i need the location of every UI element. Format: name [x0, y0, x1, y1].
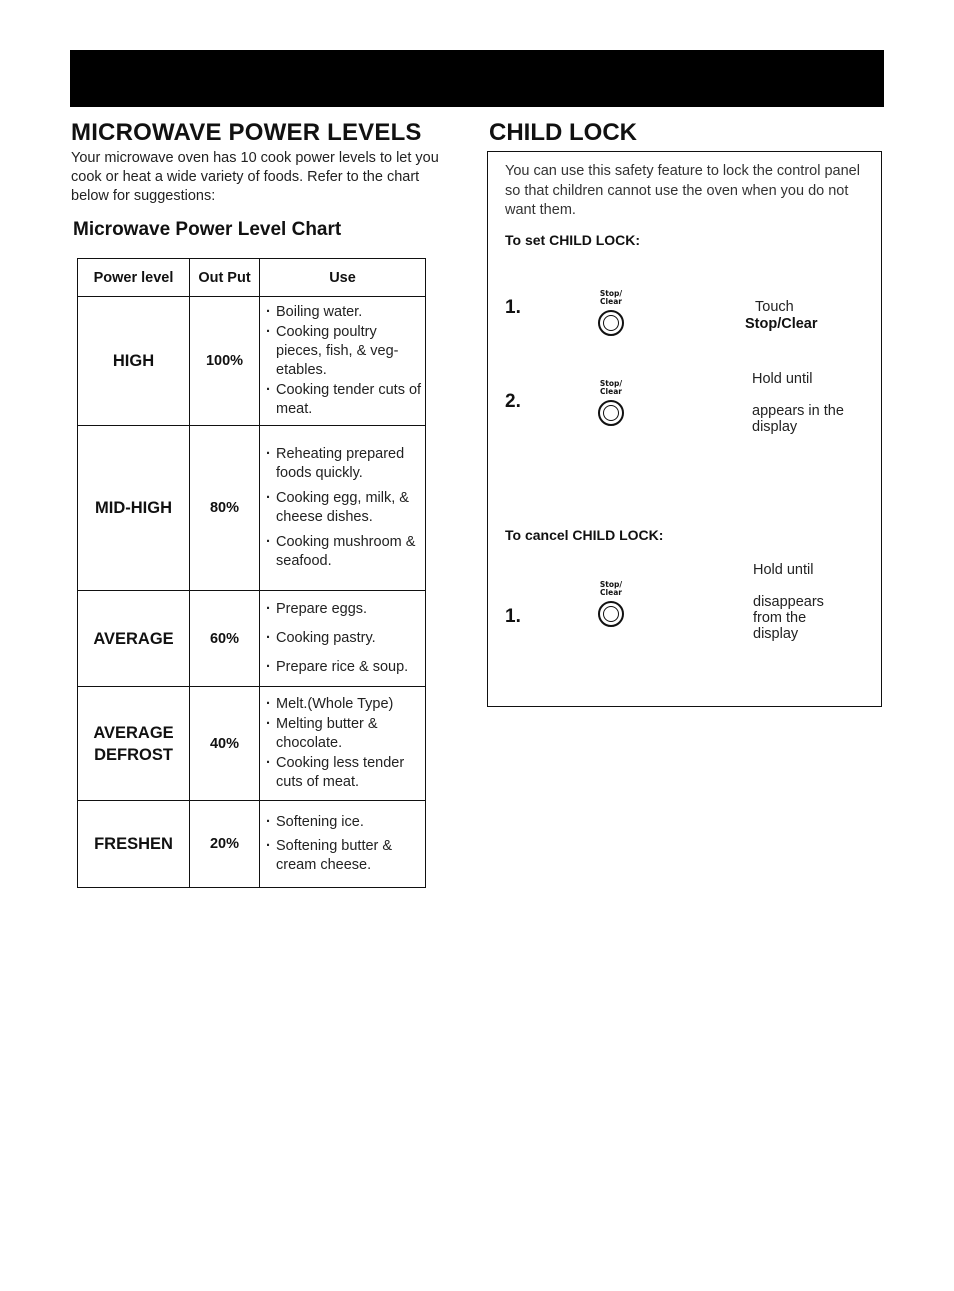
key-label: Stop/ Clear — [599, 289, 623, 306]
table-row — [78, 801, 426, 888]
step-instruction: Hold until — [752, 371, 813, 387]
list-item: · Melting butter & chocolate. — [266, 715, 422, 753]
column-header: Power level — [78, 259, 190, 297]
stop-clear-button-icon — [598, 400, 624, 426]
chart-title: Microwave Power Level Chart — [73, 219, 342, 240]
use-cell — [260, 297, 426, 426]
stop-clear-button-icon — [598, 601, 624, 627]
step-instruction: Hold until — [753, 562, 814, 578]
list-item: · Melt.(Whole Type) — [266, 695, 422, 714]
list-item: · Cooking mushroom & seafood. — [266, 533, 422, 571]
cancel-child-lock-heading: To cancel CHILD LOCK: — [505, 527, 664, 543]
power-level-table — [77, 258, 426, 888]
list-item: · Cooking poultry pieces, fish, & veg- etables. — [266, 323, 422, 380]
step-instruction-detail: disappears from the display — [753, 594, 824, 642]
power-level-cell: HIGH — [78, 297, 190, 426]
power-levels-title: MICROWAVE POWER LEVELS — [71, 119, 422, 146]
power-level-cell: FRESHEN — [78, 801, 190, 888]
column-header: Use — [260, 259, 426, 297]
output-cell: 20% — [190, 801, 260, 888]
table-row — [78, 426, 426, 591]
power-level-cell: AVERAGE — [78, 591, 190, 687]
use-cell — [260, 801, 426, 888]
key-label: Stop/ Clear — [599, 379, 623, 396]
list-item: · Softening butter & cream cheese. — [266, 837, 422, 875]
list-item: · Cooking tender cuts of meat. — [266, 381, 422, 419]
list-item: · Cooking egg, milk, & cheese dishes. — [266, 489, 422, 527]
table-header-row — [78, 259, 426, 297]
list-item: · Cooking pastry. — [266, 629, 422, 648]
table-row — [78, 591, 426, 687]
use-cell — [260, 426, 426, 591]
child-lock-intro: You can use this safety feature to lock the control panel so that children cannot use the oven when you do not want them. — [505, 163, 860, 218]
key-label: Stop/ Clear — [599, 580, 623, 597]
table-row — [78, 297, 426, 426]
list-item: · Boiling water. — [266, 303, 422, 322]
list-item: · Prepare rice & soup. — [266, 658, 422, 677]
power-level-cell: AVERAGE DEFROST — [78, 687, 190, 801]
list-item: · Softening ice. — [266, 813, 422, 832]
stop-clear-key-icon — [591, 290, 631, 340]
list-item: · Cooking less tender cuts of meat. — [266, 754, 422, 792]
stop-clear-key-icon — [591, 380, 631, 430]
step-instruction-key: Stop/Clear — [745, 316, 818, 332]
stop-clear-button-icon — [598, 310, 624, 336]
output-cell: 40% — [190, 687, 260, 801]
stop-clear-key-icon — [591, 581, 631, 631]
output-cell: 80% — [190, 426, 260, 591]
output-cell: 60% — [190, 591, 260, 687]
child-lock-title: CHILD LOCK — [489, 119, 637, 146]
power-levels-intro: Your microwave oven has 10 cook power levels to let you cook or heat a wide variety of foods. Refer to the chart below for suggestions: — [71, 150, 439, 204]
step-instruction-detail: appears in the display — [752, 403, 844, 435]
list-item: · Reheating prepared foods quickly. — [266, 445, 422, 483]
step-number: 1. — [505, 606, 521, 627]
column-header: Out Put — [190, 259, 260, 297]
list-item: · Prepare eggs. — [266, 600, 422, 619]
set-child-lock-heading: To set CHILD LOCK: — [505, 232, 641, 248]
use-cell — [260, 591, 426, 687]
output-cell: 100% — [190, 297, 260, 426]
table-row — [78, 687, 426, 801]
step-instruction: Touch — [755, 299, 794, 315]
power-level-cell: MID-HIGH — [78, 426, 190, 591]
use-cell — [260, 687, 426, 801]
step-number: 2. — [505, 391, 521, 412]
step-number: 1. — [505, 297, 521, 318]
header-bar — [70, 50, 884, 107]
